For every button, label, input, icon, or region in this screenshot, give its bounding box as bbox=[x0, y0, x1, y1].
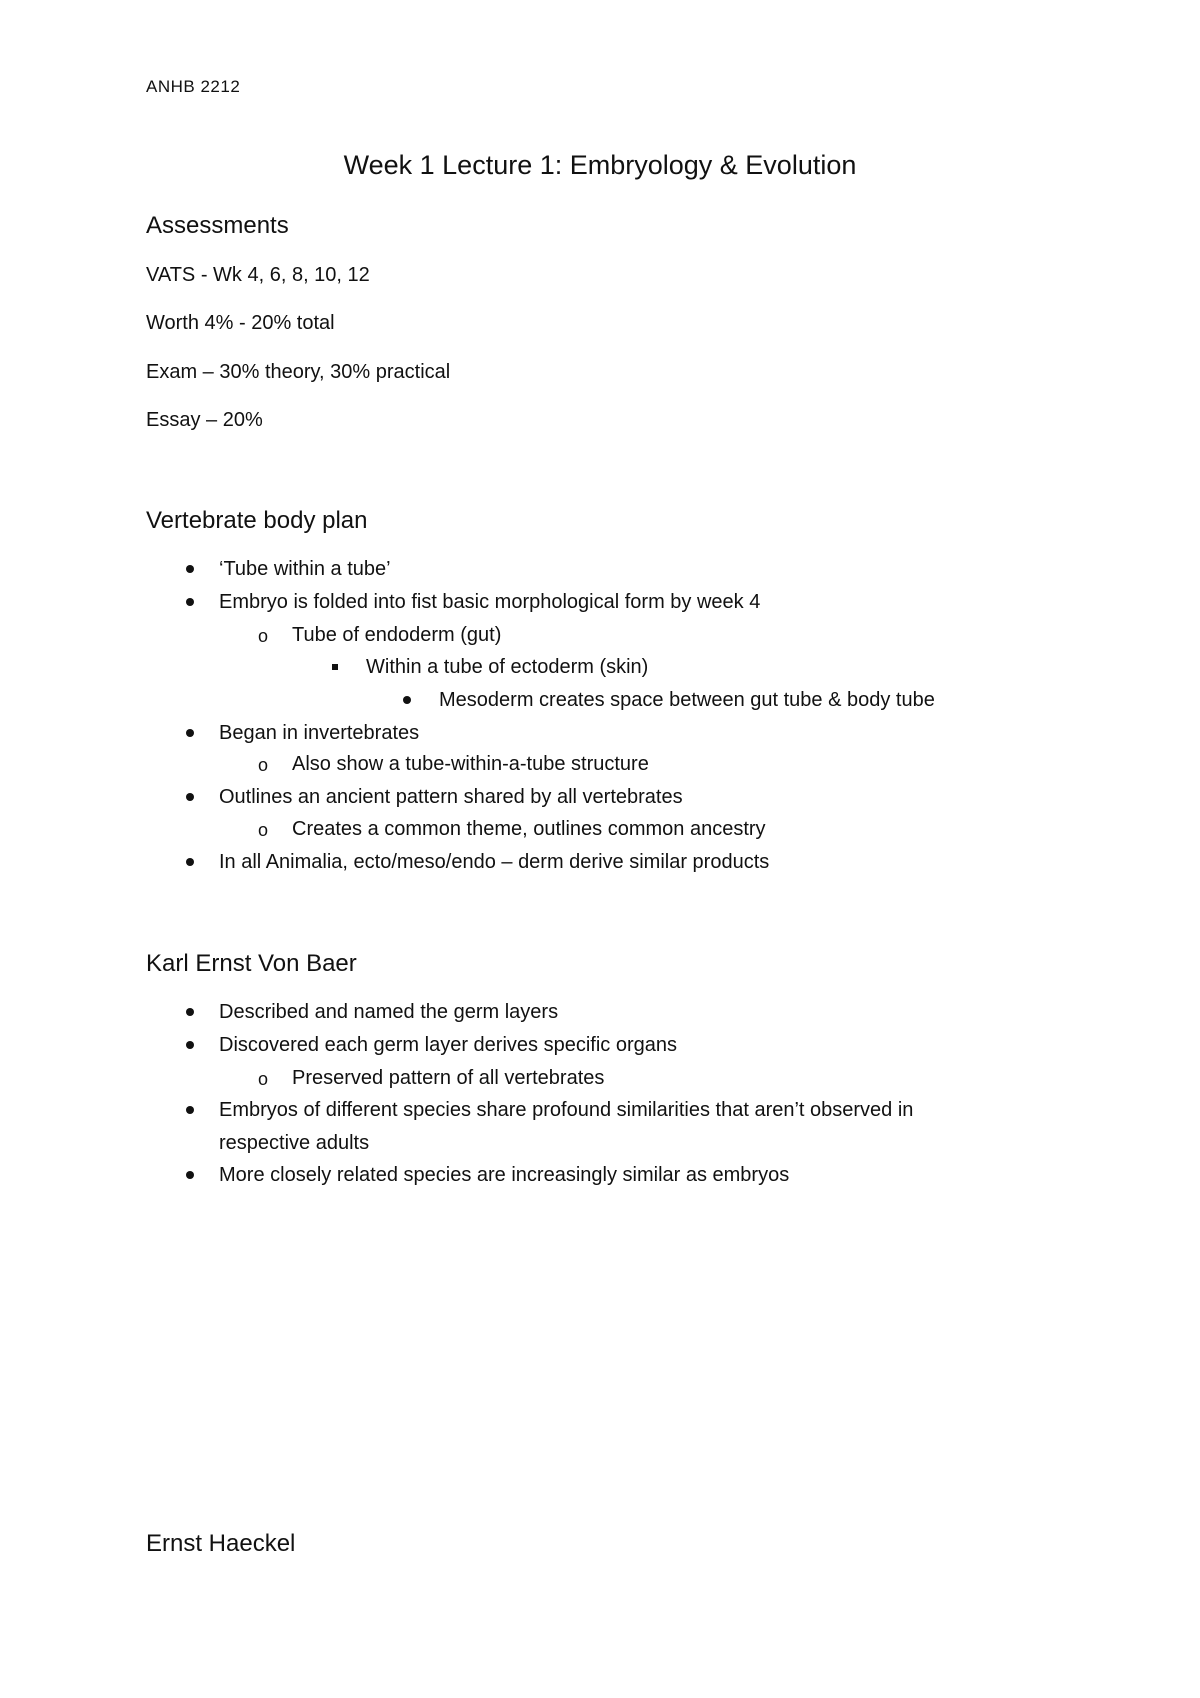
list-item: In all Animalia, ecto/meso/endo – derm derive similar products bbox=[219, 851, 770, 873]
list-item: Also show a tube-within-a-tube structure bbox=[292, 753, 649, 775]
von-baer-heading: Karl Ernst Von Baer bbox=[146, 950, 357, 977]
bullet-icon bbox=[186, 598, 194, 606]
bullet-icon bbox=[186, 1106, 194, 1114]
list-item-continuation: respective adults bbox=[219, 1132, 370, 1154]
circle-bullet-icon: o bbox=[258, 755, 269, 775]
bullet-icon bbox=[186, 1171, 194, 1179]
list-item: Tube of endoderm (gut) bbox=[292, 624, 502, 646]
assessment-line: Exam – 30% theory, 30% practical bbox=[146, 361, 451, 383]
course-code: ANHB 2212 bbox=[146, 77, 241, 96]
circle-bullet-icon: o bbox=[258, 626, 269, 646]
list-item: ‘Tube within a tube’ bbox=[219, 558, 391, 580]
bullet-icon bbox=[186, 565, 194, 573]
bullet-icon bbox=[186, 858, 194, 866]
list-item: Described and named the germ layers bbox=[219, 1001, 559, 1023]
assessment-line: VATS - Wk 4, 6, 8, 10, 12 bbox=[146, 264, 370, 286]
list-item: Preserved pattern of all vertebrates bbox=[292, 1067, 605, 1089]
bullet-icon bbox=[403, 696, 411, 704]
list-item: Within a tube of ectoderm (skin) bbox=[366, 656, 649, 678]
list-item: Creates a common theme, outlines common ancestry bbox=[292, 818, 766, 840]
list-item: Outlines an ancient pattern shared by all vertebrates bbox=[219, 786, 683, 808]
circle-bullet-icon: o bbox=[258, 1069, 269, 1089]
list-item: Discovered each germ layer derives specific organs bbox=[219, 1034, 677, 1056]
square-bullet-icon bbox=[332, 664, 338, 670]
list-item: Embryos of different species share profound similarities that aren’t observed in bbox=[219, 1099, 914, 1121]
bullet-icon bbox=[186, 1008, 194, 1016]
list-item: Began in invertebrates bbox=[219, 722, 420, 744]
assessments-heading: Assessments bbox=[146, 212, 289, 239]
bullet-icon bbox=[186, 1041, 194, 1049]
assessment-line: Worth 4% - 20% total bbox=[146, 312, 335, 334]
bullet-icon bbox=[186, 793, 194, 801]
bullet-icon bbox=[186, 729, 194, 737]
list-item: Embryo is folded into fist basic morphological form by week 4 bbox=[219, 591, 761, 613]
list-item: More closely related species are increasingly similar as embryos bbox=[219, 1164, 790, 1186]
body-plan-heading: Vertebrate body plan bbox=[146, 507, 368, 534]
circle-bullet-icon: o bbox=[258, 820, 269, 840]
list-item: Mesoderm creates space between gut tube & body tube bbox=[439, 689, 935, 711]
assessment-line: Essay – 20% bbox=[146, 409, 263, 431]
haeckel-heading: Ernst Haeckel bbox=[146, 1530, 296, 1557]
page-title: Week 1 Lecture 1: Embryology & Evolution bbox=[343, 150, 857, 180]
